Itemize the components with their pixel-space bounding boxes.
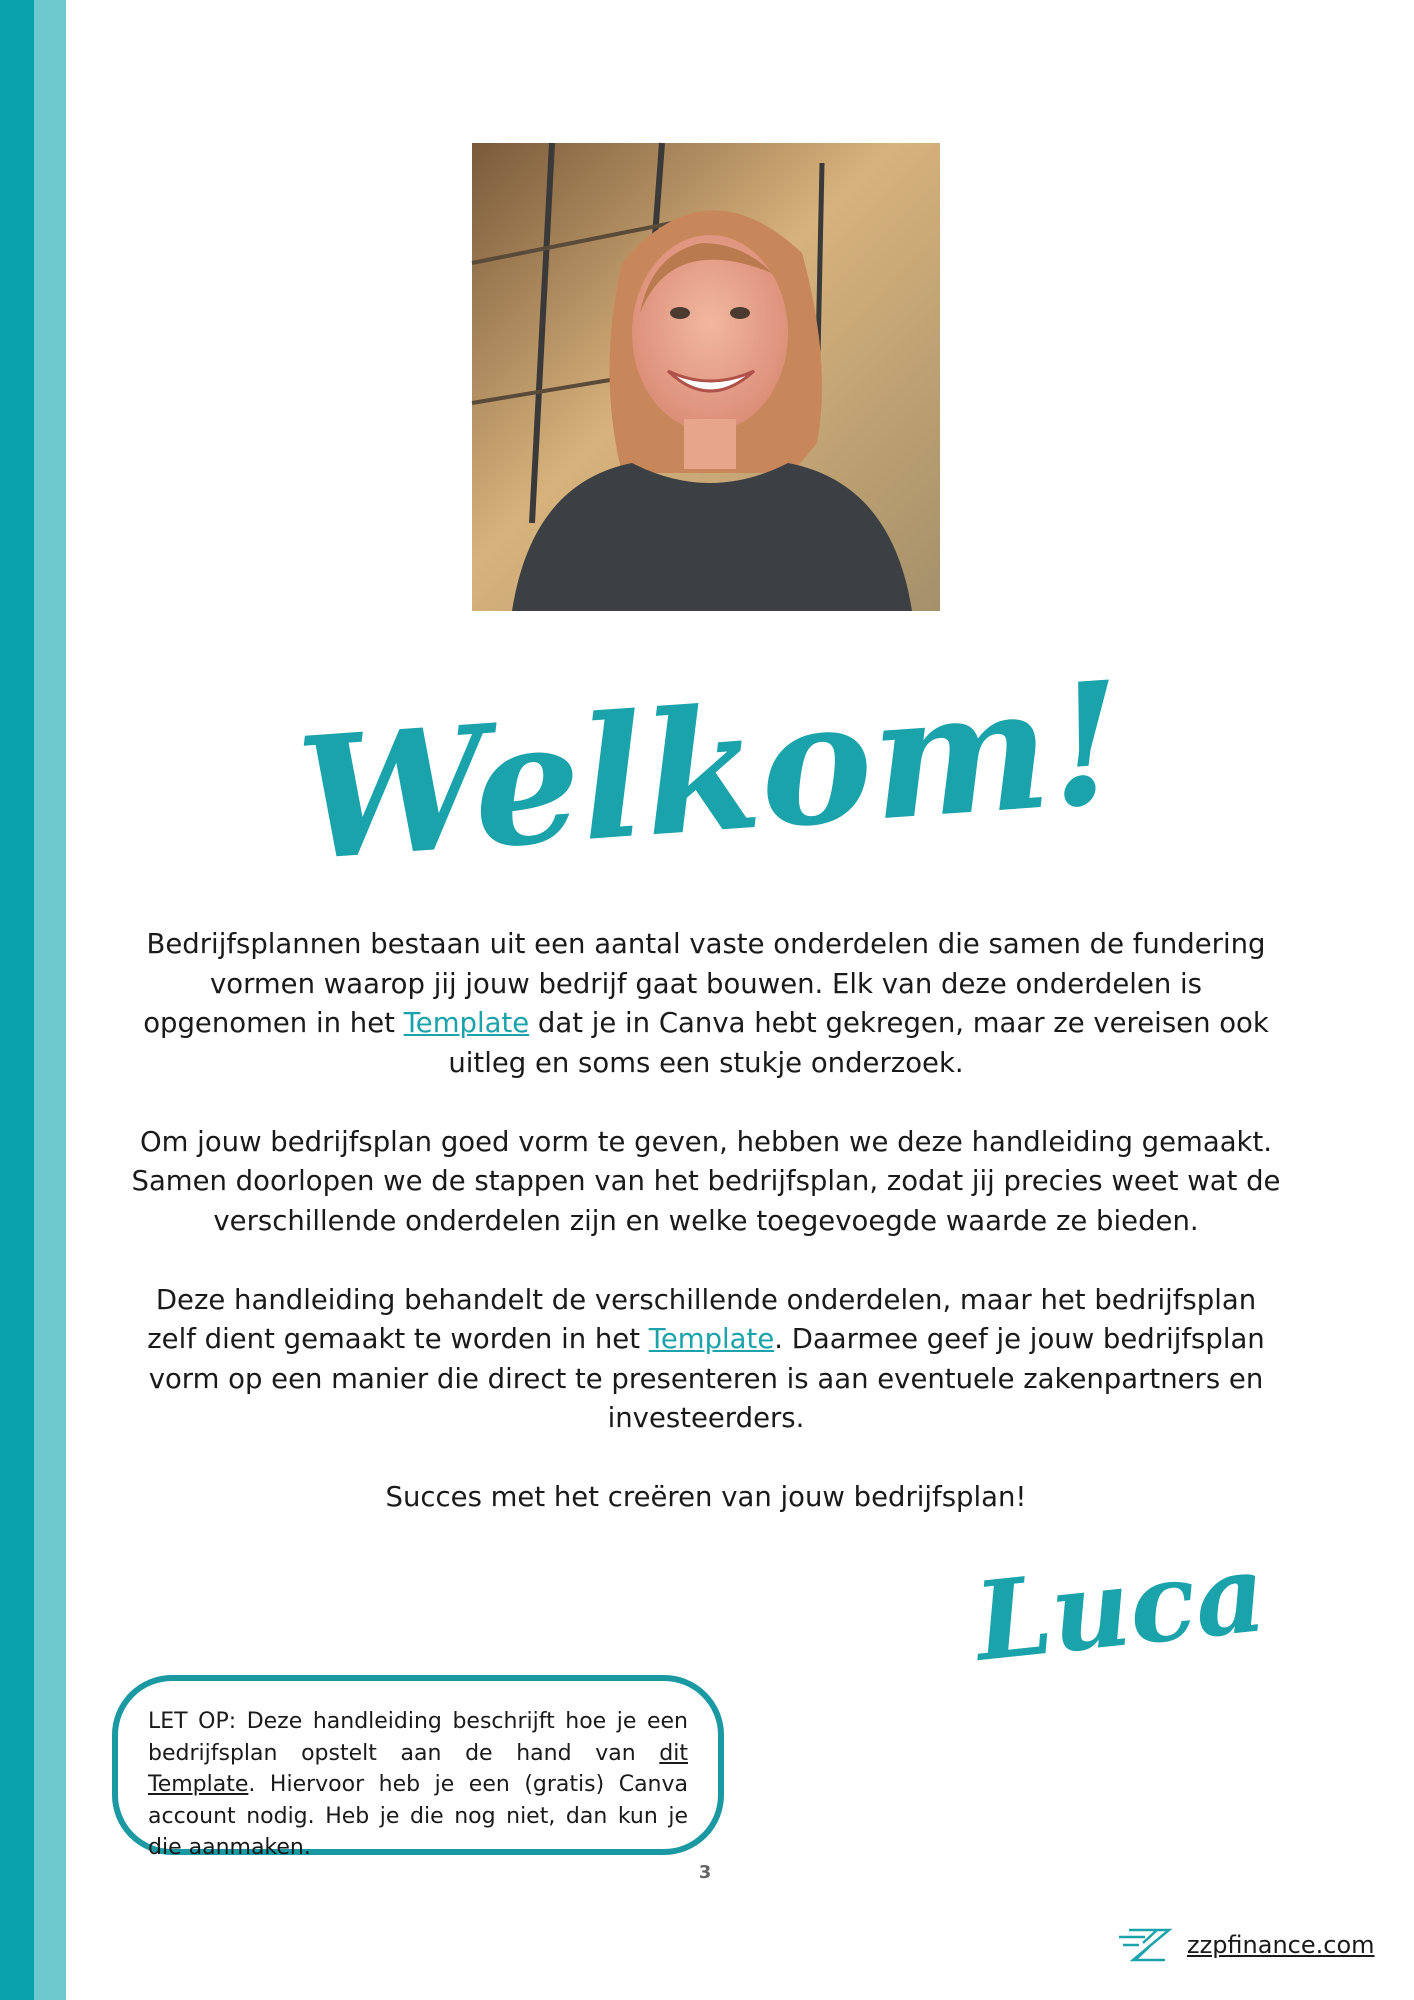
- website-link[interactable]: zzpfinance.com: [1187, 1931, 1375, 1959]
- welcome-heading: [292, 600, 1130, 900]
- author-portrait-photo: [472, 143, 940, 611]
- page-number: 3: [698, 1862, 712, 1883]
- intro-paragraph-4: Succes met het creëren van jouw bedrijfsplan!: [385, 1481, 1027, 1513]
- zzp-z-logo-icon: [1115, 1925, 1175, 1965]
- notice-text: LET OP: Deze handleiding beschrijft hoe je een bedrijfsplan opstelt aan de hand van dit Template. Hiervoor heb je een (gratis) Canva account nodig. Heb je die nog niet, dan kun je die aanmaken.: [148, 1709, 688, 1860]
- intro-text: [130, 925, 1282, 1557]
- left-accent-bar-light: [34, 0, 66, 2000]
- intro-paragraph-2: Om jouw bedrijfsplan goed vorm te geven, hebben we deze handleiding gemaakt. Samen doorlopen we de stappen van het bedrijfsplan, zodat jij precies weet wat de verschillende onderdelen zijn en welke toegevoegde waarde ze bieden.: [131, 1125, 1281, 1237]
- intro-paragraph-3: Deze handleiding behandelt de verschillende onderdelen, maar het bedrijfsplan zelf dient gemaakt te worden in het Template. Daarmee geef je jouw bedrijfsplan vorm op een manier die direct te presenteren is aan eventuele zakenpartners en investeerders.: [147, 1283, 1265, 1434]
- intro-paragraph-1: Bedrijfsplannen bestaan uit een aantal vaste onderdelen die samen de fundering vormen waarop jij jouw bedrijf gaat bouwen. Elk van deze onderdelen is opgenomen in het Template dat je in Canva hebt gekregen, maar ze vereisen ook uitleg en soms een stukje onderzoek.: [143, 928, 1269, 1079]
- left-accent-bar-dark: [0, 0, 34, 2000]
- signature: [969, 1505, 1272, 1686]
- welcome-heading-text: Welkom!: [292, 643, 1130, 899]
- dit-template-link[interactable]: dit Template: [148, 1740, 688, 1797]
- signature-text: Luca: [969, 1530, 1272, 1686]
- notice-box: [112, 1675, 724, 1860]
- footer: [1115, 1925, 1385, 1965]
- template-link-1[interactable]: Template: [403, 1007, 530, 1039]
- template-link-2[interactable]: Template: [648, 1323, 775, 1355]
